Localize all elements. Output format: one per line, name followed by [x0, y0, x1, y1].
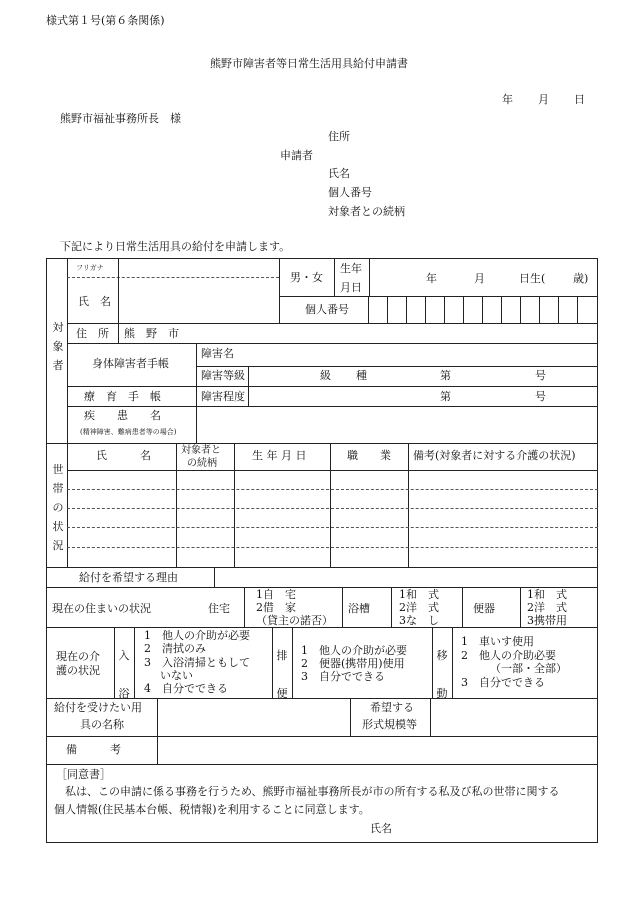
bath-option-2[interactable]: 2洋 式 [399, 601, 439, 614]
name-label: 氏 名 [78, 295, 111, 308]
date-day: 日 [574, 93, 585, 106]
care-bath-label: 入浴 [118, 649, 130, 700]
ryoiku-label: 療 育 手 帳 [84, 390, 161, 403]
care-move-item-2b: （一部・全部） [490, 662, 567, 675]
household-row[interactable] [67, 489, 598, 490]
bath-option-3[interactable]: 3な し [399, 614, 439, 627]
household-row[interactable] [67, 508, 598, 509]
consent-sign-label: 氏名 [370, 822, 392, 835]
physical-handbook-label: 身体障害者手帳 [92, 357, 169, 370]
house-option-2[interactable]: 2借 家 [256, 601, 296, 614]
reason-label: 給付を希望する理由 [79, 571, 178, 584]
grade-shu: 種 [356, 369, 367, 382]
consent-line-2: 個人情報(住民基本台帳、税情報)を利用することに同意します。 [54, 803, 370, 816]
household-section-label: 世帯の状況 [52, 463, 64, 552]
care-excretion-label: 排便 [276, 649, 288, 700]
disease-note: (精神障害、難病患者等の場合) [80, 428, 177, 436]
form-number: 様式第１号(第６条関係) [46, 14, 165, 27]
birth-label-1: 生年 [340, 262, 362, 275]
ryoiku-go: 号 [535, 390, 546, 403]
handbook-go: 号 [535, 369, 546, 382]
target-section-label: 対象者 [52, 321, 64, 372]
disability-name-label: 障害名 [201, 347, 234, 360]
birth-age: 歳) [573, 272, 589, 285]
grade-kyu: 級 [320, 369, 331, 382]
applicant-label: 申請者 [280, 149, 313, 162]
care-label-1: 現在の介 [56, 650, 100, 663]
mynumber-label: 個人番号 [305, 303, 349, 316]
household-col-relation-1: 対象者と [181, 445, 221, 456]
household-col-birth: 生 年 月 日 [252, 449, 307, 462]
care-excretion-item-3[interactable]: 3 自分でできる [301, 670, 385, 683]
toilet-option-2[interactable]: 2洋 式 [527, 601, 567, 614]
applicant-relation-label: 対象者との続柄 [328, 205, 405, 218]
care-bath-item-3[interactable]: 3 入浴清掃ともして [144, 656, 250, 669]
disability-grade-label: 障害等級 [201, 369, 245, 382]
bath-label: 浴槽 [348, 602, 370, 615]
birth-year: 年 [426, 272, 437, 285]
toilet-option-3[interactable]: 3携帯用 [527, 614, 567, 627]
care-label-2: 護の状況 [56, 664, 100, 677]
care-move-label: 移動 [436, 649, 448, 700]
care-move-item-3[interactable]: 3 自分でできる [461, 676, 545, 689]
house-option-note: （貸主の諾否） [256, 614, 333, 627]
date-month: 月 [538, 93, 549, 106]
bath-option-1[interactable]: 1和 式 [399, 588, 439, 601]
care-bath-item-4[interactable]: 4 自分でできる [144, 682, 228, 695]
furigana-label: フリガナ [76, 264, 104, 272]
household-col-job: 職 業 [347, 449, 391, 462]
care-bath-item-2[interactable]: 2 清拭のみ [144, 642, 206, 655]
toilet-option-1[interactable]: 1和 式 [527, 588, 567, 601]
ryoiku-dai: 第 [440, 390, 451, 403]
address-label: 住 所 [76, 327, 109, 340]
household-col-relation-2: の続柄 [187, 458, 217, 469]
care-move-item-2[interactable]: 2 他人の介助必要 [461, 649, 556, 662]
handbook-dai: 第 [440, 369, 451, 382]
household-col-note: 備考(対象者に対する介護の状況) [413, 449, 576, 462]
addressee: 熊野市福祉事務所長 様 [60, 112, 181, 125]
form-title: 熊野市障害者等日常生活用具給付申請書 [210, 57, 408, 70]
gender-choice[interactable]: 男・女 [290, 271, 323, 284]
equipment-label-1: 給付を受けたい用 [54, 701, 142, 714]
birth-label-2: 月日 [340, 281, 362, 294]
applicant-name-label: 氏名 [328, 167, 350, 180]
disease-label: 疾 患 名 [84, 409, 161, 422]
housing-label: 現在の住まいの状況 [52, 602, 151, 615]
date-year: 年 [502, 93, 513, 106]
intro-text: 下記により日常生活用具の給付を申請します。 [60, 240, 291, 253]
toilet-label: 便器 [473, 602, 495, 615]
consent-heading: ［同意書］ [56, 768, 111, 781]
care-move-item-1[interactable]: 1 車いす使用 [461, 635, 534, 648]
applicant-address-label: 住所 [328, 130, 350, 143]
disability-degree-label: 障害程度 [201, 390, 245, 403]
care-excretion-item-2[interactable]: 2 便器(携帯用)使用 [301, 657, 405, 670]
care-bath-item-3b: いない [160, 669, 193, 682]
applicant-mynumber-label: 個人番号 [328, 186, 372, 199]
birth-day: 日生( [519, 272, 546, 285]
equipment-label-2: 具の名称 [80, 718, 124, 731]
spec-label-2: 形式規模等 [362, 718, 417, 731]
house-label: 住宅 [208, 602, 230, 615]
remarks-label: 備 考 [66, 743, 121, 756]
care-excretion-item-1[interactable]: 1 他人の介助が必要 [301, 644, 407, 657]
address-city: 熊 野 市 [124, 327, 179, 340]
care-bath-item-1[interactable]: 1 他人の介助が必要 [144, 629, 250, 642]
household-row[interactable] [67, 527, 598, 528]
house-option-1[interactable]: 1自 宅 [256, 588, 296, 601]
household-col-name: 氏 名 [96, 449, 151, 462]
consent-line-1: 私は、この申請に係る事務を行うため、熊野市福祉事務所長が市の所有する私及び私の世帯に関する [54, 785, 560, 798]
birth-month: 月 [474, 272, 485, 285]
spec-label-1: 希望する [370, 701, 414, 714]
household-row[interactable] [67, 547, 598, 548]
